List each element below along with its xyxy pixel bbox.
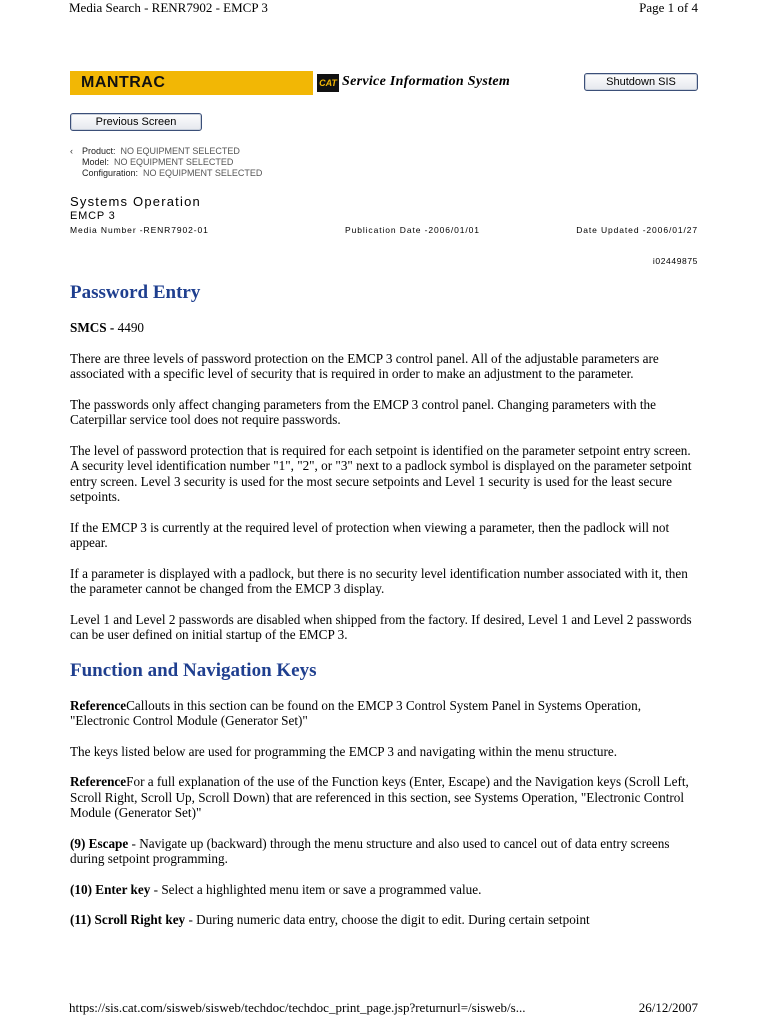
- smcs-line: [70, 320, 700, 336]
- chevron-left-icon[interactable]: ‹: [70, 146, 73, 156]
- paragraph: The keys listed below are used for programming the EMCP 3 and navigating within the menu structure.: [70, 743, 618, 759]
- heading-function-navigation-keys: Function and Navigation Keys: [70, 659, 317, 681]
- mantrac-logo: MANTRAC: [70, 71, 313, 95]
- print-footer: [69, 1000, 698, 1024]
- product-label: Product:: [82, 146, 116, 156]
- paragraph: If the EMCP 3 is currently at the required level of protection when viewing a parameter, then the padlock will not appear.: [70, 519, 670, 550]
- date-updated: Date Updated -2006/01/27: [576, 225, 698, 235]
- media-number: Media Number -RENR7902-01: [70, 225, 209, 235]
- print-header-title: Media Search - RENR7902 - EMCP 3: [69, 0, 268, 15]
- footer-date: 26/12/2007: [638, 1000, 698, 1015]
- sis-banner: [70, 71, 698, 95]
- shutdown-sis-button[interactable]: Shutdown SIS: [584, 73, 698, 91]
- doc-product: EMCP 3: [70, 210, 116, 222]
- doc-id: i02449875: [652, 256, 698, 266]
- key-scroll-right: (11) Scroll Right key - During numeric data entry, choose the digit to edit. During certain setpoint: [70, 912, 590, 927]
- page-number: Page 1 of 4: [639, 0, 698, 15]
- paragraph: If a parameter is displayed with a padlock, but there is no security level identification number associated with it, then the parameter cannot be changed from the EMCP 3 display.: [70, 565, 688, 596]
- publication-date: Publication Date -2006/01/01: [345, 225, 480, 235]
- key-enter: (10) Enter key - Select a highlighted menu item or save a programmed value.: [70, 881, 482, 897]
- footer-url: https://sis.cat.com/sisweb/sisweb/techdoc/techdoc_print_page.jsp?returnurl=/sisweb/s...: [69, 1000, 526, 1015]
- smcs-value: 4490: [114, 320, 144, 335]
- doc-meta: [70, 225, 698, 235]
- heading-password-entry: Password Entry: [70, 282, 201, 303]
- doc-content: [70, 280, 700, 943]
- paragraph: The level of password protection that is required for each setpoint is identified on the parameter setpoint entry screen. A security level identification number "1", "2", or "3" next to a padlock symbol is displayed on the parameter setpoint entry screen. Level 3 security is used for the most secure setpoints and Level 1 security is used for the least secure setpoints.: [70, 442, 692, 504]
- product-value: NO EQUIPMENT SELECTED: [120, 146, 240, 156]
- key-escape: (9) Escape - Navigate up (backward) through the menu structure and also used to cancel out of data entry screens during setpoint programming.: [70, 835, 670, 866]
- reference-label: Reference: [70, 697, 127, 713]
- cat-logo-icon: CAT: [317, 74, 339, 92]
- print-header: [69, 0, 698, 18]
- equipment-selection: [70, 146, 262, 179]
- reference-label: Reference: [70, 774, 127, 789]
- reference-paragraph: ReferenceFor a full explanation of the use of the Function keys (Enter, Escape) and the Navigation keys (Scroll Left, Scroll Right, Scroll Up, Scroll Down) that are referenced in this section, see Systems Operation, "Electronic Control Module (Generator Set)": [70, 774, 689, 820]
- reference-paragraph: ReferenceCallouts in this section can be found on the EMCP 3 Control System Panel in Systems Operation, "Electronic Control Module (Generator Set)": [70, 697, 642, 728]
- doc-section: Systems Operation: [70, 194, 201, 209]
- paragraph: There are three levels of password protection on the EMCP 3 control panel. All of the adjustable parameters are associated with a specific level of security that is required in order to make an adjustment to the parameter.: [70, 350, 659, 381]
- configuration-label: Configuration:: [82, 168, 139, 178]
- previous-screen-button[interactable]: Previous Screen: [70, 113, 202, 131]
- configuration-value: NO EQUIPMENT SELECTED: [143, 168, 263, 178]
- smcs-label: SMCS -: [70, 320, 115, 335]
- model-value: NO EQUIPMENT SELECTED: [114, 157, 234, 167]
- paragraph: Level 1 and Level 2 passwords are disabled when shipped from the factory. If desired, Level 1 and Level 2 passwords can be user defined on initial startup of the EMCP 3.: [70, 611, 692, 642]
- sis-title: Service Information System: [342, 74, 511, 89]
- paragraph: The passwords only affect changing parameters from the EMCP 3 control panel. Changing parameters with the Caterpillar service tool does not require passwords.: [70, 396, 656, 427]
- model-label: Model:: [82, 157, 110, 167]
